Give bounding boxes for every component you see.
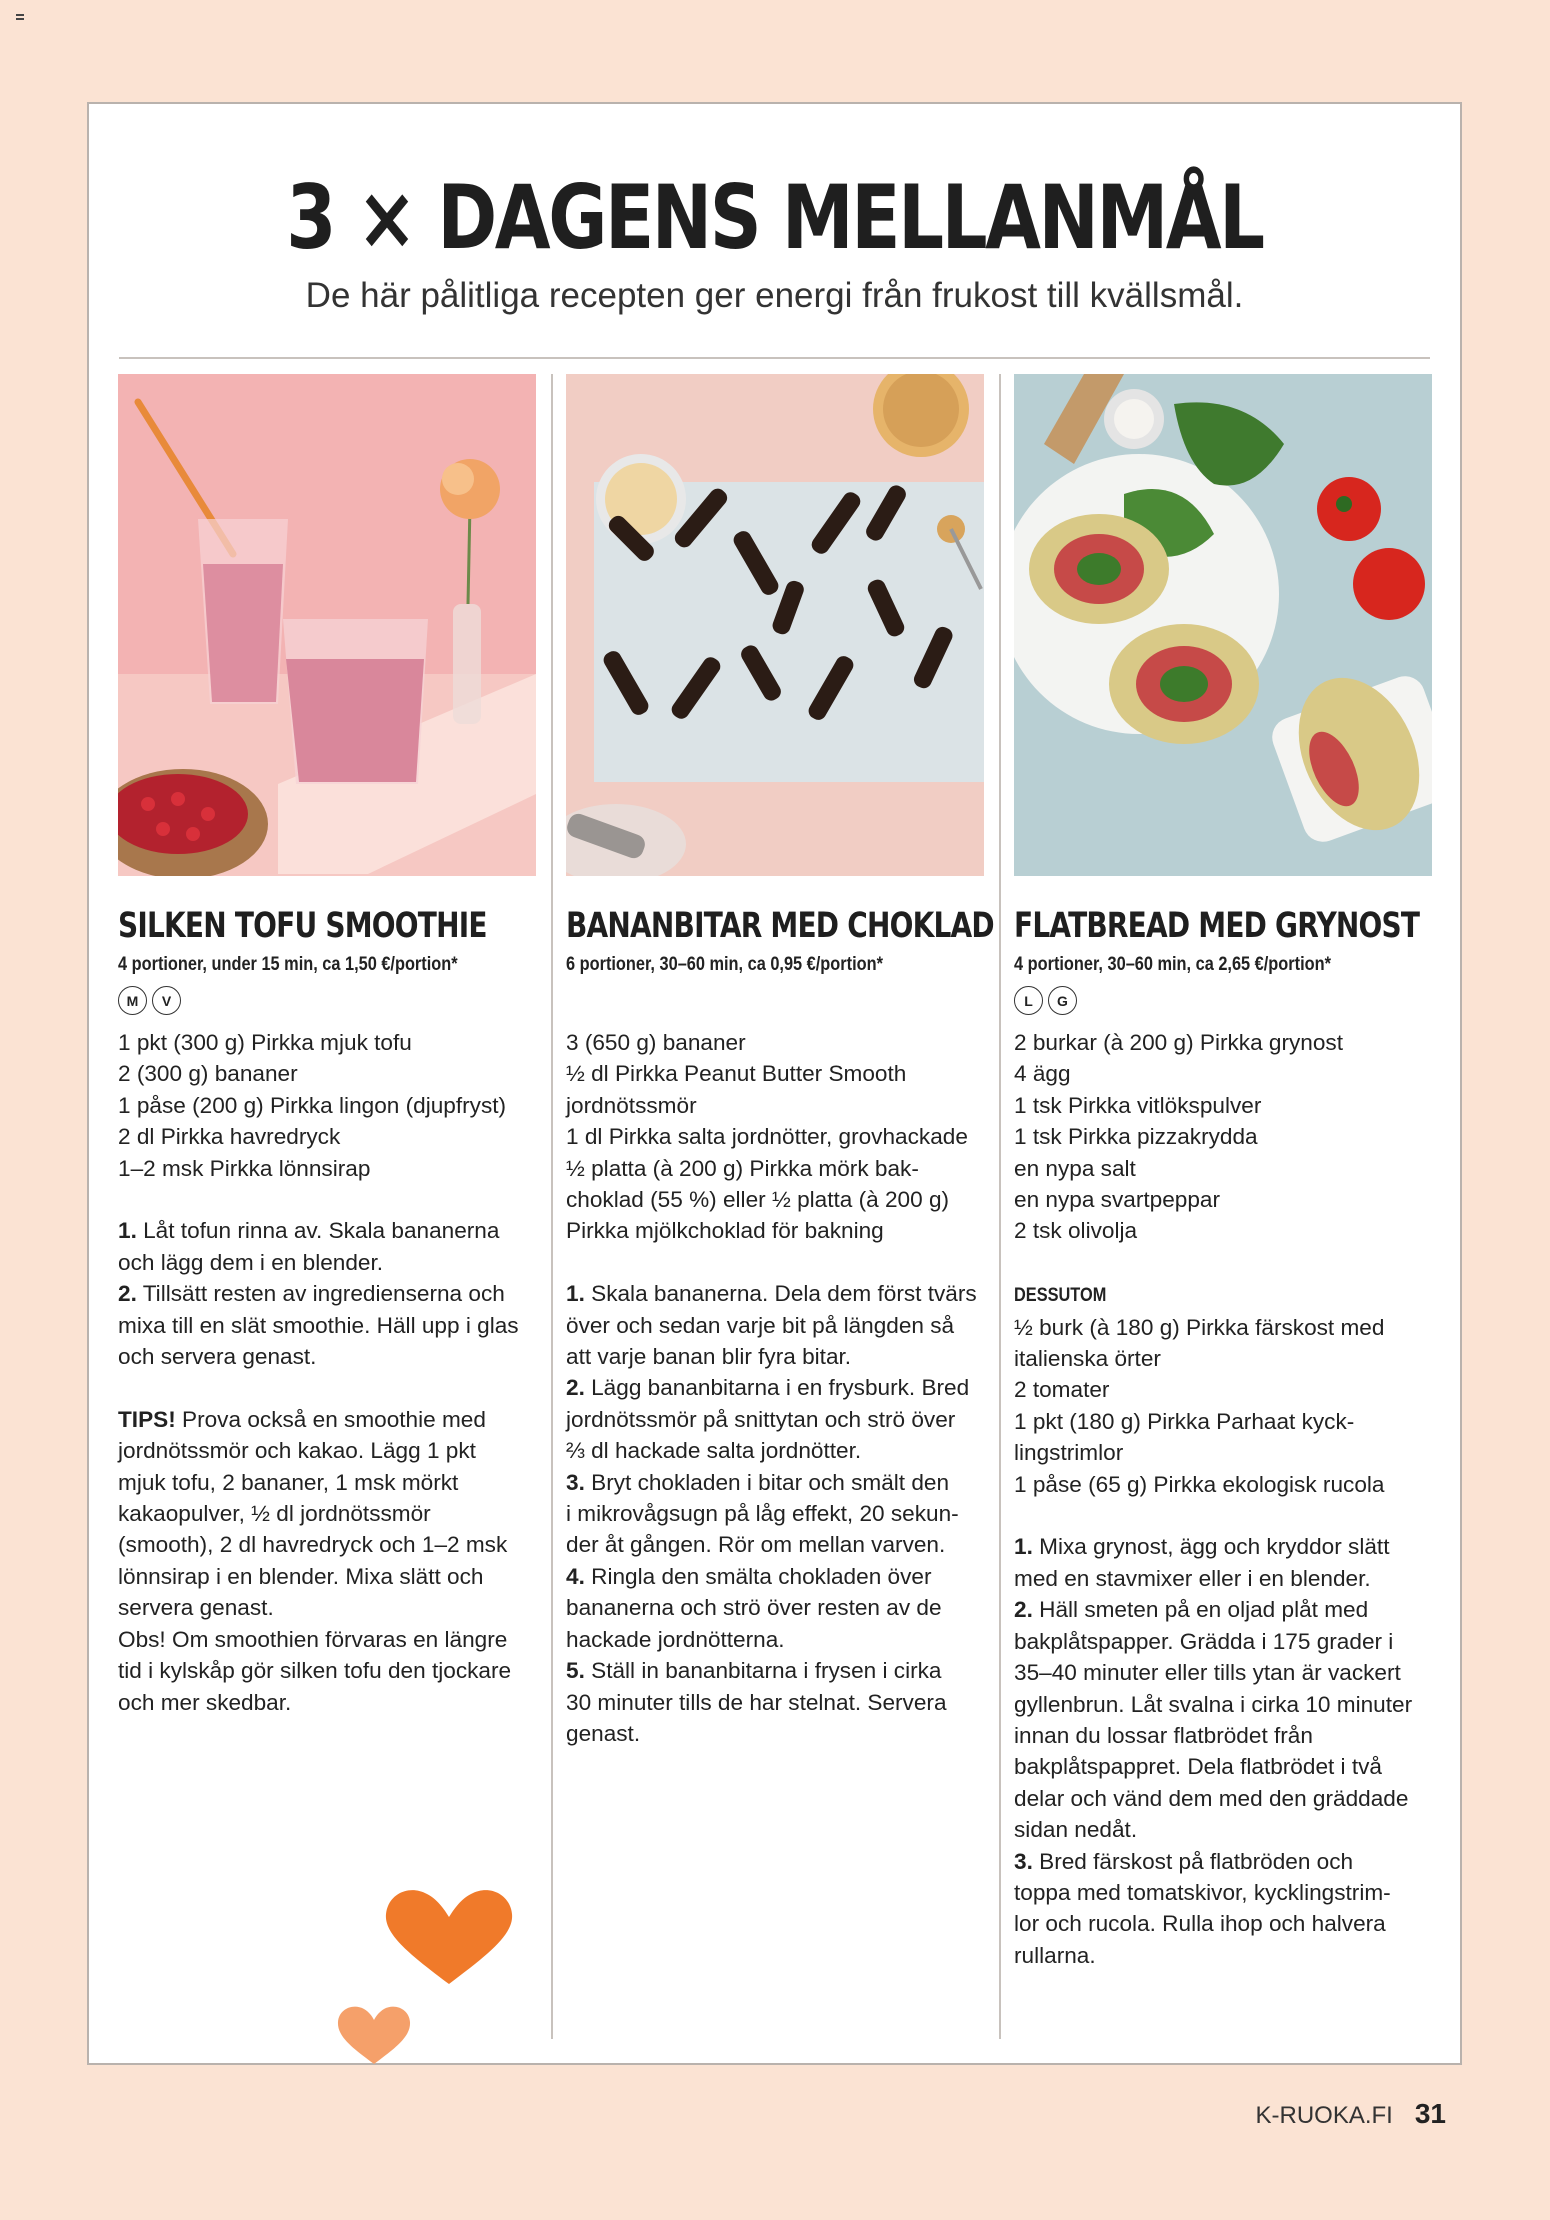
recipe-flatbread (1014, 374, 1432, 1971)
recipe-line: jordnötssmör och kakao. Lägg 1 pkt (118, 1438, 476, 1464)
diet-badge-m: M (118, 986, 147, 1015)
recipe-meta: 4 portioner, 30–60 min, ca 2,65 €/portion* (1014, 954, 1331, 975)
recipe-line: sidan nedåt. (1014, 1817, 1138, 1843)
smoothie-photo (118, 374, 536, 876)
page-frame (87, 102, 1462, 2065)
recipe-line: 3. Bryt chokladen i bitar och smält den (566, 1469, 950, 1495)
recipe-line: lor och rucola. Rulla ihop och halvera (1014, 1911, 1386, 1937)
heart-small-icon (338, 2007, 410, 2064)
recipe-line: 1 tsk Pirkka vitlökspulver (1014, 1092, 1262, 1118)
recipe-line: bananerna och strö över resten av de (566, 1595, 942, 1621)
recipe-line: och mer skedbar. (118, 1689, 292, 1715)
column-divider-2 (999, 374, 1001, 2039)
recipe-line: en nypa salt (1014, 1155, 1136, 1181)
page-footer (1256, 2098, 1447, 2130)
recipe-line: DESSUTOM (1014, 1285, 1107, 1307)
recipe-line: kakaopulver, ½ dl jordnötssmör (118, 1501, 431, 1527)
recipe-line: 3 (650 g) bananer (566, 1030, 746, 1055)
header-divider (119, 357, 1430, 359)
recipe-title: SILKEN TOFU SMOOTHIE (118, 906, 487, 946)
recipe-line: 1 påse (200 g) Pirkka lingon (djupfryst) (118, 1092, 507, 1118)
recipe-line: bakplåtspappret. Dela flatbrödet i två (1014, 1754, 1382, 1780)
recipe-line: Obs! Om smoothien förvaras en längre (118, 1626, 508, 1652)
recipe-line: Pirkka mjölkchoklad för bakning (566, 1218, 884, 1244)
recipe-line: 1 dl Pirkka salta jordnötter, grovhackade (566, 1124, 968, 1150)
recipe-line: tid i kylskåp gör silken tofu den tjockare (118, 1658, 512, 1684)
recipe-line: (smooth), 2 dl havredryck och 1–2 msk (118, 1532, 508, 1558)
diet-badge-g: G (1048, 986, 1077, 1015)
recipe-line: der åt gången. Rör om mellan varven. (566, 1532, 946, 1558)
recipe-line: italienska örter (1014, 1346, 1161, 1372)
recipe-line: i mikrovågsugn på låg effekt, 20 sekun- (566, 1501, 959, 1527)
diet-badge-l: L (1014, 986, 1043, 1015)
recipe-meta: 6 portioner, 30–60 min, ca 0,95 €/portion* (566, 954, 883, 975)
recipe-line: mjuk tofu, 2 bananer, 1 msk mörkt (118, 1469, 459, 1495)
recipe-line: 4 ägg (1014, 1061, 1071, 1087)
recipe-line: lönnsirap i en blender. Mixa slätt och (118, 1563, 484, 1589)
recipe-body (1014, 1027, 1432, 1971)
recipe-line: 1–2 msk Pirkka lönnsirap (118, 1155, 371, 1181)
recipe-line: 4. Ringla den smälta chokladen över (566, 1563, 932, 1589)
paragraph-gap (1014, 1247, 1432, 1278)
banana-photo (566, 374, 984, 876)
recipe-line: gyllenbrun. Låt svalna i cirka 10 minuter (1014, 1691, 1413, 1717)
recipe-line: med en stavmixer eller i en blender. (1014, 1565, 1371, 1591)
recipe-body (118, 1027, 536, 1718)
recipe-line: lingstrimlor (1014, 1440, 1124, 1466)
recipe-line: rullarna. (1014, 1942, 1096, 1968)
recipe-line: genast. (566, 1720, 641, 1746)
recipe-line: ½ dl Pirkka Peanut Butter Smooth (566, 1061, 907, 1087)
flatbread-photo (1014, 374, 1432, 876)
recipe-line: delar och vänd dem med den gräddade (1014, 1785, 1409, 1811)
recipe-title: FLATBREAD MED GRYNOST (1014, 906, 1420, 946)
paragraph-gap (118, 1184, 536, 1215)
recipe-line: 2. Häll smeten på en oljad plåt med (1014, 1597, 1369, 1623)
recipe-line: toppa med tomatskivor, kycklingstrim- (1014, 1879, 1391, 1905)
diet-badges (566, 986, 984, 1016)
footer-site: K-RUOKA.FI (1255, 2102, 1393, 2129)
recipe-line: ½ burk (à 180 g) Pirkka färskost med (1014, 1314, 1385, 1340)
recipe-line: ⅔ dl hackade salta jordnötter. (566, 1438, 862, 1464)
recipe-line: 2. Tillsätt resten av ingredienserna och (118, 1281, 505, 1307)
recipe-line: servera genast. (118, 1595, 274, 1621)
recipe-line: 1 tsk Pirkka pizzakrydda (1014, 1124, 1258, 1150)
page-number: 31 (1414, 2098, 1446, 2129)
heart-large-icon (386, 1890, 512, 1984)
recipe-line: jordnötssmör på snittytan och strö över (566, 1406, 956, 1432)
recipe-line: 1. Mixa grynost, ägg och kryddor slätt (1014, 1534, 1390, 1560)
recipe-line: innan du lossar flatbrödet från (1014, 1722, 1313, 1748)
recipe-line: över och sedan varje bit på längden så (566, 1312, 955, 1338)
recipe-line: 30 minuter tills de har stelnat. Servera (566, 1689, 947, 1715)
recipe-line: 2 tomater (1014, 1377, 1110, 1403)
diet-badges (118, 986, 536, 1016)
page-subtitle: De här pålitliga recepten ger energi från frukost till kvällsmål. (305, 276, 1244, 315)
recipe-line: 2 tsk olivolja (1014, 1218, 1138, 1244)
recipe-banana (566, 374, 994, 1749)
recipe-line: och lägg dem i en blender. (118, 1249, 384, 1275)
recipe-line: 35–40 minuter eller tills ytan är vackert (1014, 1660, 1401, 1686)
menu-icon[interactable] (16, 14, 28, 22)
recipe-smoothie (118, 374, 536, 1718)
recipe-line: en nypa svartpeppar (1014, 1187, 1220, 1213)
diet-badge-v: V (152, 986, 181, 1015)
recipe-line: och servera genast. (118, 1344, 317, 1370)
hearts-decoration (329, 1879, 529, 2079)
recipe-line: TIPS! Prova också en smoothie med (118, 1406, 486, 1432)
recipe-line: hackade jordnötterna. (566, 1626, 785, 1652)
recipe-line: ½ platta (à 200 g) Pirkka mörk bak- (566, 1155, 919, 1181)
paragraph-gap (1014, 1500, 1432, 1531)
recipe-meta: 4 portioner, under 15 min, ca 1,50 €/portion* (118, 954, 458, 975)
recipe-line: 2 burkar (à 200 g) Pirkka grynost (1014, 1030, 1344, 1055)
recipe-line: 2 dl Pirkka havredryck (118, 1124, 341, 1150)
recipe-title: BANANBITAR MED CHOKLAD (566, 906, 994, 946)
recipe-line: 1 pkt (180 g) Pirkka Parhaat kyck- (1014, 1408, 1355, 1434)
recipe-line: choklad (55 %) eller ½ platta (à 200 g) (566, 1187, 950, 1213)
recipe-line: 3. Bred färskost på flatbröden och (1014, 1848, 1354, 1874)
recipe-line: mixa till en slät smoothie. Häll upp i glas (118, 1312, 519, 1338)
recipe-line: 1. Låt tofun rinna av. Skala bananerna (118, 1218, 500, 1244)
recipe-line: 2 (300 g) bananer (118, 1061, 298, 1087)
column-divider-1 (551, 374, 553, 2039)
recipe-line: 5. Ställ in bananbitarna i frysen i cirka (566, 1658, 942, 1684)
paragraph-gap (566, 1247, 984, 1278)
recipe-line: att varje banan blir fyra bitar. (566, 1344, 852, 1370)
page-title: 3 × DAGENS MELLANMÅL (286, 166, 1263, 269)
recipe-line: jordnötssmör (566, 1092, 697, 1118)
recipe-line: bakplåtspapper. Grädda i 175 grader i (1014, 1628, 1394, 1654)
recipe-body (566, 1027, 984, 1749)
recipe-line: 1 påse (65 g) Pirkka ekologisk rucola (1014, 1471, 1385, 1497)
diet-badges (1014, 986, 1432, 1016)
recipe-line: 1. Skala bananerna. Dela dem först tvärs (566, 1281, 977, 1307)
recipe-line: 1 pkt (300 g) Pirkka mjuk tofu (118, 1030, 412, 1055)
paragraph-gap (118, 1372, 536, 1403)
recipe-line: 2. Lägg bananbitarna i en frysburk. Bred (566, 1375, 970, 1401)
